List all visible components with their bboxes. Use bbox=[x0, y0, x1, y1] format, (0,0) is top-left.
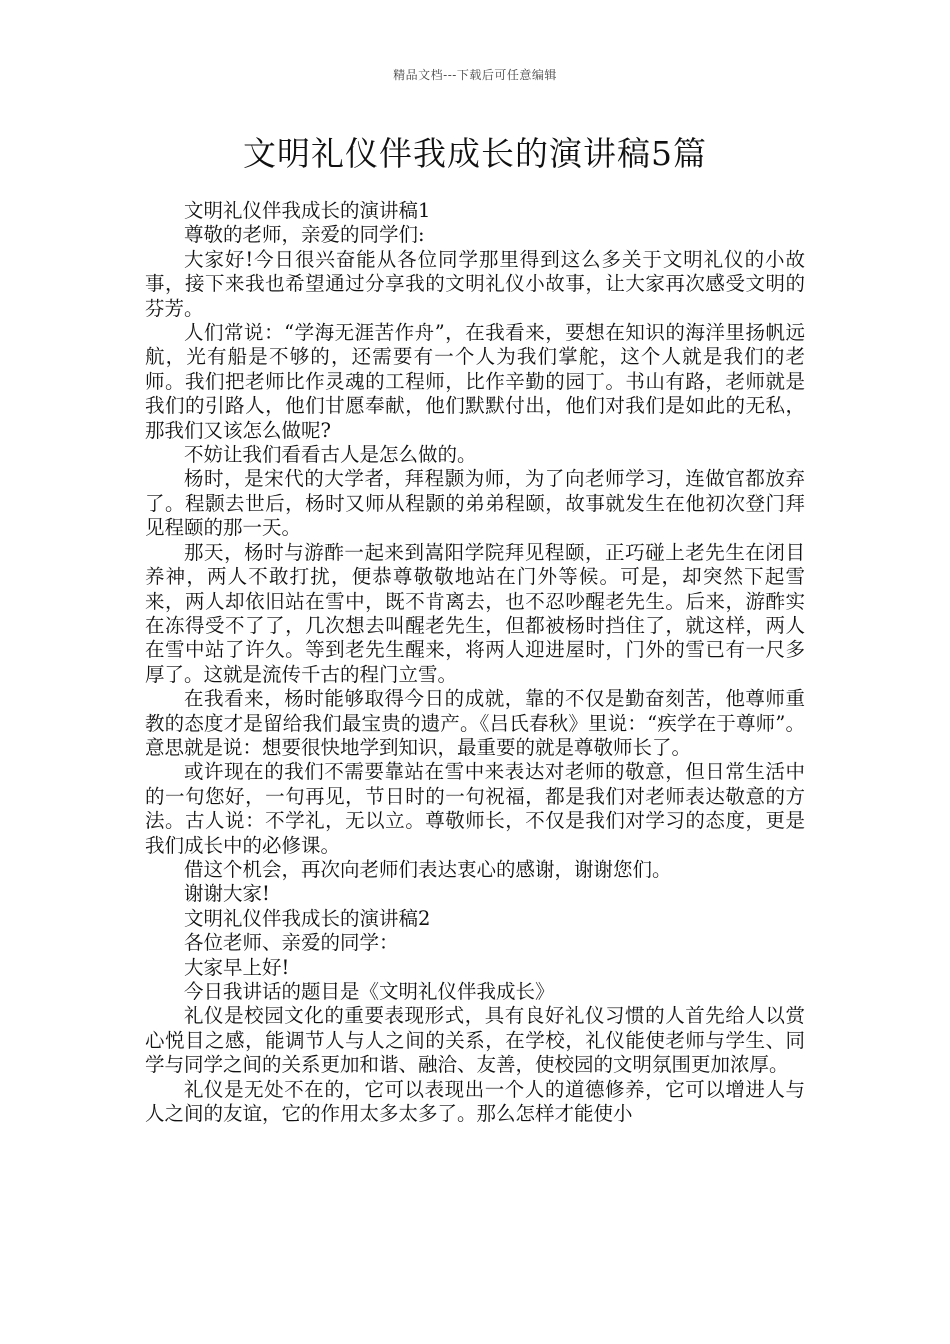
paragraph: 礼仪是无处不在的，它可以表现出一个人的道德修养，它可以增进人与人之间的友谊，它的作用太多太多了。那么怎样才能使小 bbox=[145, 1077, 805, 1126]
paragraph: 文明礼仪伴我成长的演讲稿2 bbox=[184, 906, 431, 930]
paragraph: 各位老师、亲爱的同学： bbox=[184, 931, 399, 955]
paragraph: 人们常说：“学海无涯苦作舟”，在我看来，要想在知识的海洋里扬帆远航，光有船是不够的，还需要有一个人为我们掌舵，这个人就是我们的老师。我们把老师比作灵魂的工程师，比作辛勤的园丁。书山有路，老师就是我们的引路人，他们甘愿奉献，他们默默付出，他们对我们是如此的无私，那我们又该怎么做呢? bbox=[145, 321, 805, 442]
paragraph: 文明礼仪伴我成长的演讲稿1 bbox=[184, 199, 431, 222]
document-title: 文明礼仪伴我成长的演讲稿5篇 bbox=[243, 134, 707, 173]
paragraph: 今日我讲话的题目是《文明礼仪伴我成长》 bbox=[184, 980, 555, 1003]
paragraph: 大家好!今日很兴奋能从各位同学那里得到这么多关于文明礼仪的小故事，接下来我也希望通过分享我的文明礼仪小故事，让大家再次感受文明的芬芳。 bbox=[145, 247, 805, 320]
paragraph: 杨时，是宋代的大学者，拜程颢为师，为了向老师学习，连做官都放弃了。程颢去世后，杨时又师从程颢的弟弟程颐，故事就发生在他初次登门拜见程颐的那一天。 bbox=[145, 467, 805, 540]
paragraph: 借这个机会，再次向老师们表达衷心的感谢，谢谢您们。 bbox=[184, 857, 672, 881]
paragraph: 大家早上好! bbox=[184, 955, 290, 979]
paragraph: 礼仪是校园文化的重要表现形式，具有良好礼仪习惯的人首先给人以赏心悦目之感，能调节人与人之间的关系，在学校，礼仪能使老师与学生、同学与同学之间的关系更加和谐、融洽、友善，使校园的文明氛围更加浓厚。 bbox=[145, 1004, 805, 1077]
paragraph: 在我看来，杨时能够取得今日的成就，靠的不仅是勤奋刻苦，他尊师重教的态度才是留给我们最宝贵的遗产。《吕氏春秋》里说：“疾学在于尊师”。意思就是说：想要很快地学到知识，最重要的就是尊敬师长了。 bbox=[145, 687, 805, 759]
paragraph: 不妨让我们看看古人是怎么做的。 bbox=[184, 443, 477, 467]
paragraph: 或许现在的我们不需要靠站在雪中来表达对老师的敬意，但日常生活中的一句您好，一句再见，节日时的一句祝福，都是我们对老师表达敬意的方法。古人说：不学礼，无以立。尊敬师长，不仅是我们对学习的态度，更是我们成长中的必修课。 bbox=[145, 760, 805, 857]
paragraph: 尊敬的老师，亲爱的同学们: bbox=[184, 223, 425, 247]
paragraph: 那天，杨时与游酢一起来到嵩阳学院拜见程颐，正巧碰上老先生在闭目养神，两人不敢打扰，便恭尊敬敬地站在门外等候。可是，却突然下起雪来，两人却依旧站在雪中，既不肯离去，也不忍吵醒老先生。后来，游酢实在冻得受不了了，几次想去叫醒老先生，但都被杨时挡住了，就这样，两人在雪中站了许久。等到老先生醒来，将两人迎进屋时，门外的雪已有一尺多厚了。这就是流传千古的程门立雪。 bbox=[145, 540, 805, 686]
document-body bbox=[145, 199, 805, 1126]
paragraph: 谢谢大家! bbox=[184, 882, 270, 906]
header-note: 精品文档---下载后可任意编辑 bbox=[393, 68, 557, 82]
